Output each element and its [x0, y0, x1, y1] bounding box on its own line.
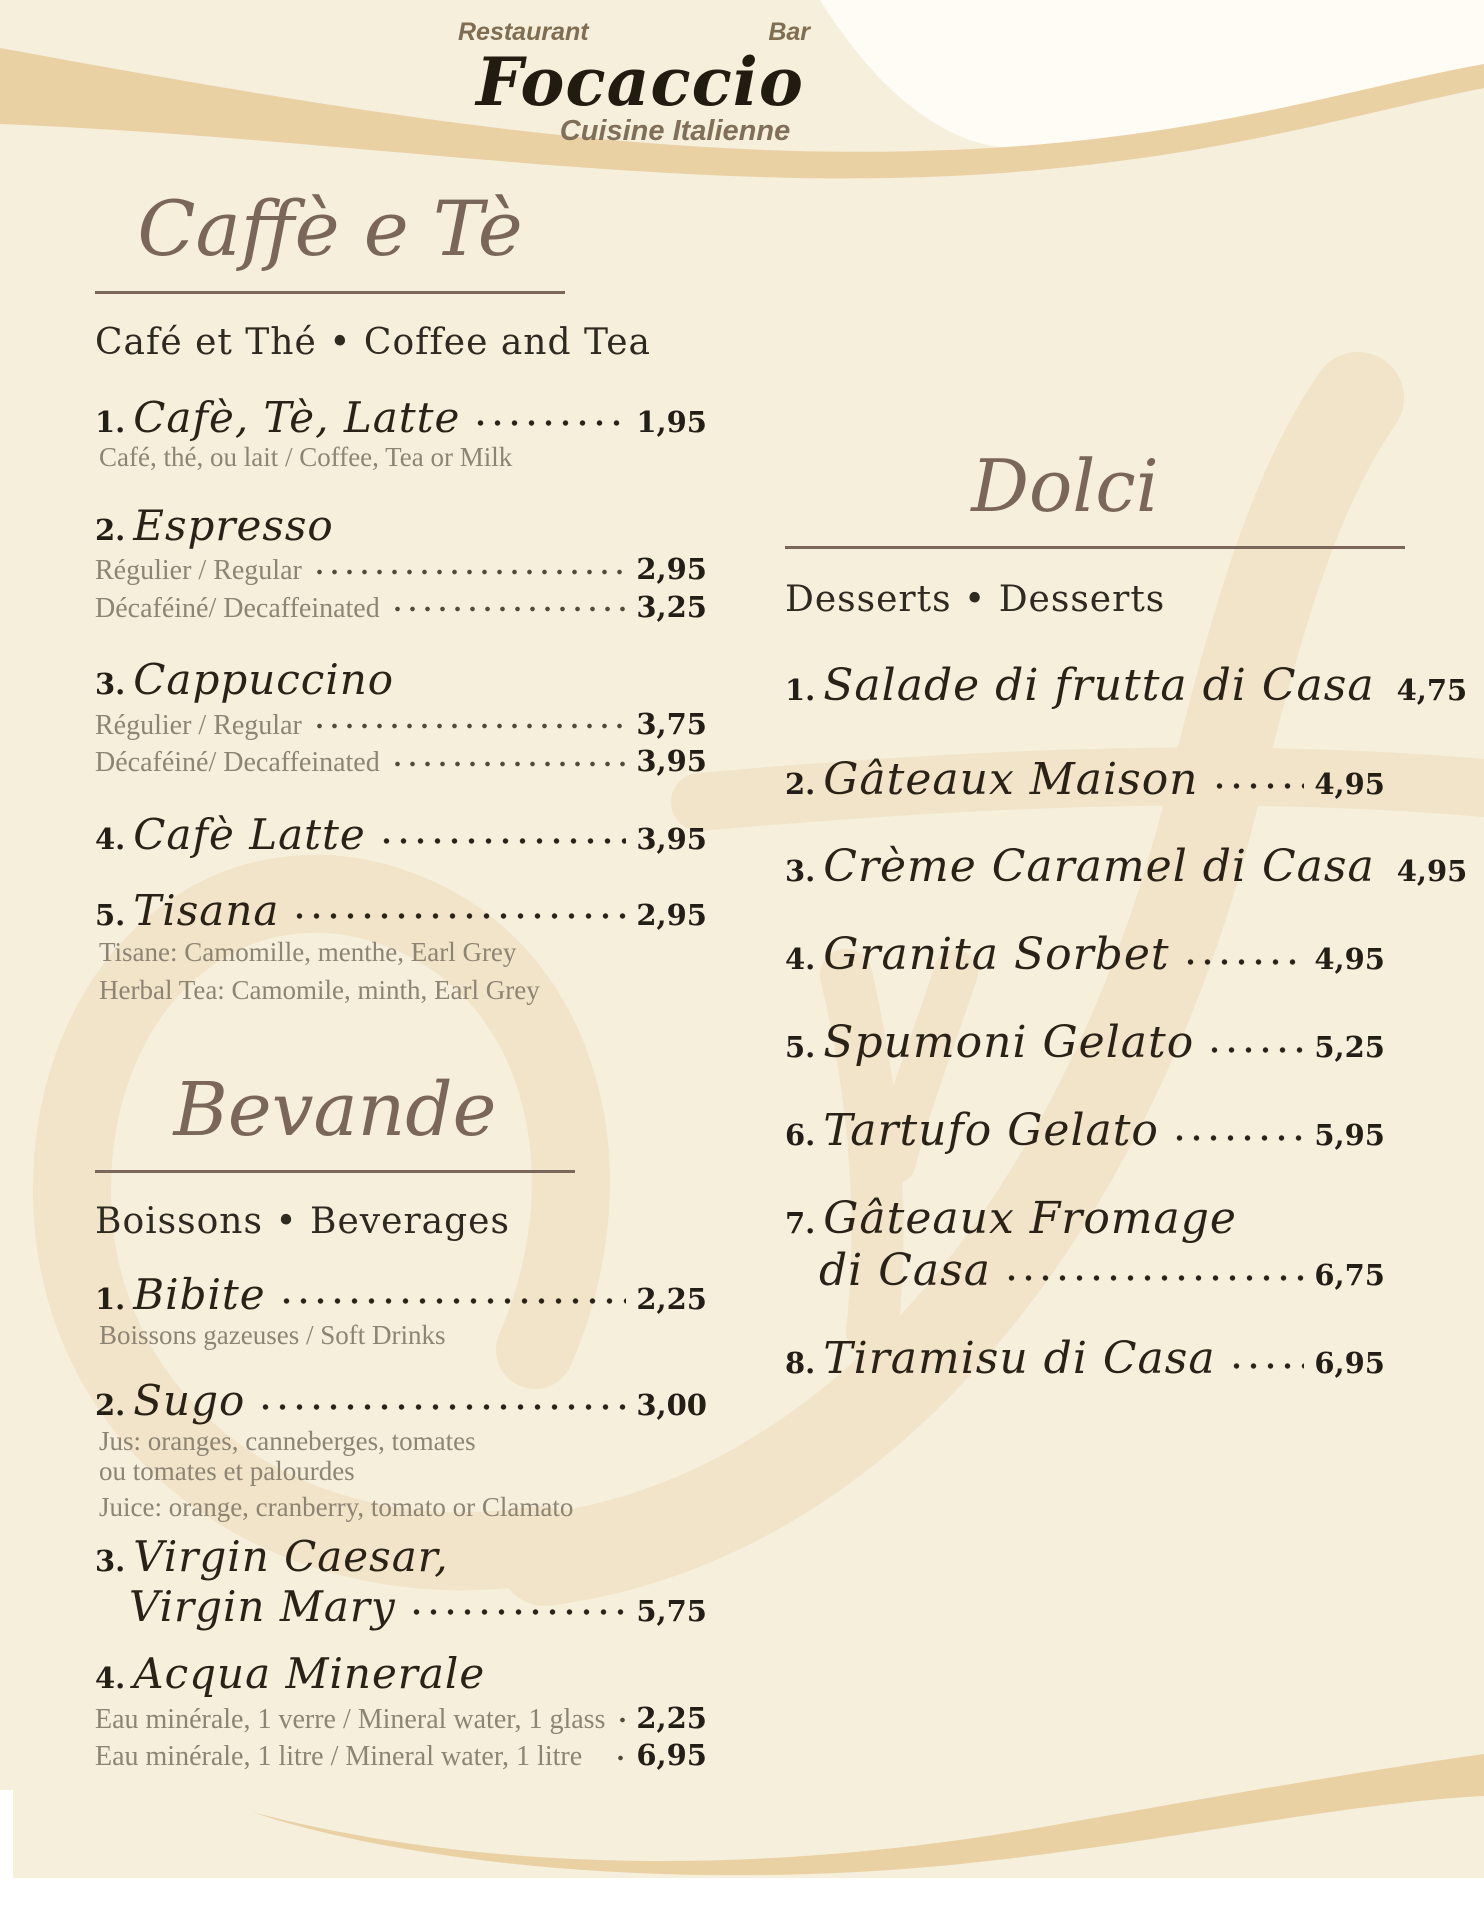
menu-item-row — [785, 659, 1468, 712]
menu-item-row — [785, 1333, 1385, 1385]
menu-item-row — [95, 1532, 707, 1582]
menu-item-name: Crème Caramel di Casa — [823, 841, 1375, 893]
menu-item-row — [95, 1582, 707, 1632]
dots-leader — [390, 760, 629, 768]
menu-item-name: Virgin Caesar, — [133, 1532, 449, 1582]
dots-leader — [390, 605, 629, 613]
section-title: Caffè e Tè — [95, 180, 565, 294]
menu-item-description: ou tomates et palourdes — [99, 1455, 355, 1486]
dots-leader — [1003, 1273, 1304, 1283]
menu-item-price: 3,25 — [636, 589, 707, 624]
subrow-label: Eau minérale, 1 litre / Mineral water, 1 litre — [95, 1741, 583, 1773]
menu-item-row — [785, 1193, 1385, 1245]
menu-item-price: 5,75 — [636, 1593, 707, 1628]
menu-item-number: 4. — [95, 822, 126, 857]
restaurant-logo — [430, 18, 850, 148]
menu-item-name: Tiramisu di Casa — [823, 1332, 1216, 1384]
menu-item-number: 5. — [95, 897, 126, 932]
menu-item-row — [785, 1105, 1385, 1157]
menu-item-number: 2. — [95, 512, 126, 547]
menu-item-number: 1. — [785, 672, 816, 707]
dots-leader — [1171, 1133, 1304, 1143]
menu-item-number: 3. — [95, 1544, 126, 1579]
subrow-label: Régulier / Regular — [95, 709, 302, 741]
menu-item-subrow — [95, 590, 707, 626]
menu-item-description: Juice: orange, cranberry, tomato or Clamato — [99, 1491, 574, 1522]
menu-item-number: 1. — [95, 404, 126, 439]
menu-item-number: 5. — [785, 1030, 816, 1065]
dots-leader — [472, 418, 626, 428]
dots-leader — [312, 722, 629, 730]
menu-item-name: Salade di frutta di Casa — [823, 659, 1375, 711]
menu-item-row — [95, 393, 707, 443]
menu-item-name: Tartufo Gelato — [823, 1105, 1159, 1157]
dots-leader — [615, 1716, 628, 1724]
dots-leader — [291, 911, 626, 921]
menu-item-price: 2,25 — [636, 1282, 707, 1317]
section-title: Dolci — [785, 440, 1405, 549]
menu-item-name: Sugo — [133, 1375, 246, 1425]
menu-item-number: 1. — [95, 1282, 126, 1317]
subrow-label: Décaféiné/ Decaffeinated — [95, 747, 380, 779]
menu-item-row — [785, 1245, 1385, 1297]
menu-item-price: 5,25 — [1314, 1030, 1385, 1065]
menu-item-number: 8. — [785, 1345, 816, 1380]
menu-item-subrow — [95, 552, 707, 588]
menu-item-price: 4,95 — [1314, 766, 1385, 801]
menu-item-subrow — [95, 707, 707, 743]
menu-item-name: Cappuccino — [133, 655, 395, 705]
menu-item-price: 6,95 — [1314, 1345, 1385, 1380]
menu-item-price: 2,95 — [636, 552, 707, 587]
logo-restaurant-label: Restaurant — [458, 18, 589, 46]
logo-bar-label: Bar — [768, 18, 810, 46]
subrow-label: Eau minérale, 1 verre / Mineral water, 1 glass — [95, 1703, 606, 1735]
menu-item-row — [95, 810, 707, 860]
menu-item-row — [95, 501, 707, 551]
menu-item-name: Virgin Mary — [129, 1581, 396, 1631]
dots-leader — [1211, 781, 1305, 791]
menu-item-name: Cafè, Tè, Latte — [133, 392, 461, 442]
menu-item-number: 2. — [785, 766, 816, 801]
menu-item-number: 3. — [95, 667, 126, 702]
menu-item-name: Granita Sorbet — [823, 929, 1170, 981]
menu-item-number: 6. — [785, 1118, 816, 1153]
logo-name: Focaccio — [476, 43, 804, 121]
dots-leader — [278, 1296, 627, 1306]
menu-item-number: 3. — [785, 854, 816, 889]
menu-item-row — [785, 841, 1468, 893]
section-bevande — [95, 1062, 707, 1774]
menu-item-row — [95, 886, 707, 936]
menu-item-description: Herbal Tea: Camomile, minth, Earl Grey — [99, 975, 540, 1006]
menu-item-number: 7. — [785, 1206, 816, 1241]
menu-item-description: Boissons gazeuses / Soft Drinks — [99, 1319, 446, 1350]
menu-item-name: Bibite — [133, 1270, 266, 1320]
dots-leader — [1182, 957, 1305, 967]
menu-item-price: 3,95 — [636, 822, 707, 857]
dots-leader — [1228, 1361, 1305, 1371]
section-subtitle: Boissons • Beverages — [95, 1201, 510, 1243]
dots-leader — [312, 568, 629, 576]
logo-tagline: Cuisine Italienne — [559, 115, 791, 147]
section-subtitle: Café et Thé • Coffee and Tea — [95, 321, 651, 363]
section-caffe-e-te — [95, 180, 707, 1006]
menu-item-price: 6,75 — [1314, 1257, 1385, 1292]
menu-item-subrow — [95, 1738, 707, 1774]
menu-item-price: 3,75 — [636, 706, 707, 741]
dots-leader — [1206, 1045, 1304, 1055]
dots-leader — [592, 1754, 628, 1762]
subrow-label: Décaféiné/ Decaffeinated — [95, 592, 380, 624]
menu-item-number: 4. — [785, 942, 816, 977]
menu-item-description: Tisane: Camomille, menthe, Earl Grey — [99, 937, 517, 968]
menu-item-name: Gâteaux Maison — [823, 753, 1199, 805]
menu-item-row — [95, 1649, 707, 1699]
menu-item-row — [95, 1376, 707, 1426]
menu-item-price: 5,95 — [1314, 1118, 1385, 1153]
menu-item-row — [785, 1017, 1385, 1069]
dots-leader — [378, 836, 627, 846]
dots-leader — [257, 1402, 626, 1412]
menu-item-price: 3,00 — [636, 1387, 707, 1422]
menu-item-price: 2,95 — [636, 897, 707, 932]
menu-item-subrow — [95, 1701, 707, 1737]
menu-item-row — [785, 929, 1385, 981]
menu-item-description: Jus: oranges, canneberges, tomates — [99, 1425, 476, 1456]
menu-item-price: 4,95 — [1396, 854, 1468, 889]
menu-item-price: 3,95 — [636, 744, 707, 779]
menu-item-name: Gâteaux Fromage — [823, 1193, 1237, 1245]
menu-item-price: 1,95 — [636, 404, 707, 439]
menu-item-number: 2. — [95, 1387, 126, 1422]
menu-item-price: 4,75 — [1396, 672, 1468, 707]
menu-item-subrow — [95, 744, 707, 780]
menu-item-description: Café, thé, ou lait / Coffee, Tea or Milk — [99, 442, 513, 473]
menu-item-name: Cafè Latte — [133, 810, 366, 860]
menu-item-price: 4,95 — [1314, 942, 1385, 977]
section-dolci — [785, 440, 1468, 1385]
menu-item-price: 6,95 — [636, 1738, 707, 1773]
section-title: Bevande — [95, 1062, 575, 1173]
menu-item-name: Espresso — [133, 500, 334, 550]
menu-item-name: Acqua Minerale — [133, 1649, 486, 1699]
menu-item-row — [785, 754, 1385, 806]
menu-item-name: Tisana — [133, 885, 280, 935]
section-subtitle: Desserts • Desserts — [785, 578, 1166, 620]
menu-item-row — [95, 655, 707, 705]
menu-item-name: Spumoni Gelato — [823, 1017, 1195, 1069]
menu-item-name: di Casa — [819, 1244, 991, 1296]
menu-item-price: 2,25 — [636, 1700, 707, 1735]
menu-item-row — [95, 1270, 707, 1320]
subrow-label: Régulier / Regular — [95, 555, 302, 587]
menu-item-number: 4. — [95, 1661, 126, 1696]
dots-leader — [408, 1607, 627, 1617]
